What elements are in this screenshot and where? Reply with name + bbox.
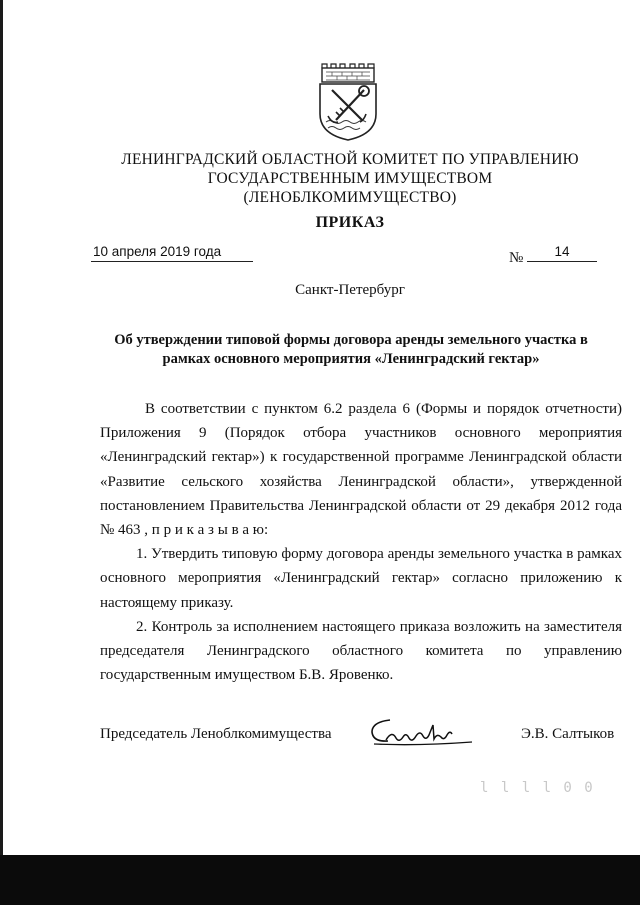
subject-line-1: Об утверждении типовой формы договора аренды земельного участка в: [114, 332, 588, 348]
faint-registration-stamp: l l l l 0 0: [480, 780, 595, 796]
org-line-3: (ЛЕНОБЛКОМИМУЩЕСТВО): [243, 189, 457, 206]
organization-title: [100, 150, 600, 207]
org-line-2: ГОСУДАРСТВЕННЫМ ИМУЩЕСТВОМ: [207, 170, 493, 187]
order-date: 10 апреля 2019 года: [91, 244, 253, 262]
signatory-name: Э.В. Салтыков: [521, 726, 615, 742]
scan-edge: [0, 0, 3, 855]
handwritten-signature: [368, 714, 476, 748]
order-subject: [96, 331, 606, 369]
org-line-1: ЛЕНИНГРАДСКИЙ ОБЛАСТНОЙ КОМИТЕТ ПО УПРАВЛЕНИЮ: [121, 151, 579, 168]
body-item-1: 1. Утвердить типовую форму договора аренды земельного участка в рамках основного мероприятия «Ленинградский гектар» согласно приложению к настоящему приказу.: [100, 546, 622, 611]
order-number-label: №: [509, 250, 524, 266]
body-item-2: 2. Контроль за исполнением настоящего приказа возложить на заместителя председателя Ленинградского областного комитета по управлению государственным имуществом Б.В. Яровенко.: [100, 618, 622, 684]
body-paragraph-1: В соответствии с пунктом 6.2 раздела 6 (Формы и порядок отчетности) Приложения 9 (Порядок отбора участников основного мероприятия «Ленинградский гектар») к государственной программе Ленинградской области «Развитие сельского хозяйства Ленинградской области», утвержденной постановлением Правительства Ленинградской области от 29 декабря 2012 года № 463 , п р и к а з ы в а ю:: [100, 401, 622, 539]
signatory-position: Председатель Леноблкомимущества: [100, 726, 332, 742]
order-number: 14: [527, 244, 597, 262]
coat-of-arms-icon: [314, 62, 382, 142]
subject-line-2: рамках основного мероприятия «Ленинградский гектар»: [162, 351, 540, 367]
city: Санкт-Петербург: [295, 282, 405, 298]
order-heading: ПРИКАЗ: [315, 214, 385, 231]
order-body: [100, 397, 622, 687]
scan-bottom-band: [0, 855, 640, 905]
